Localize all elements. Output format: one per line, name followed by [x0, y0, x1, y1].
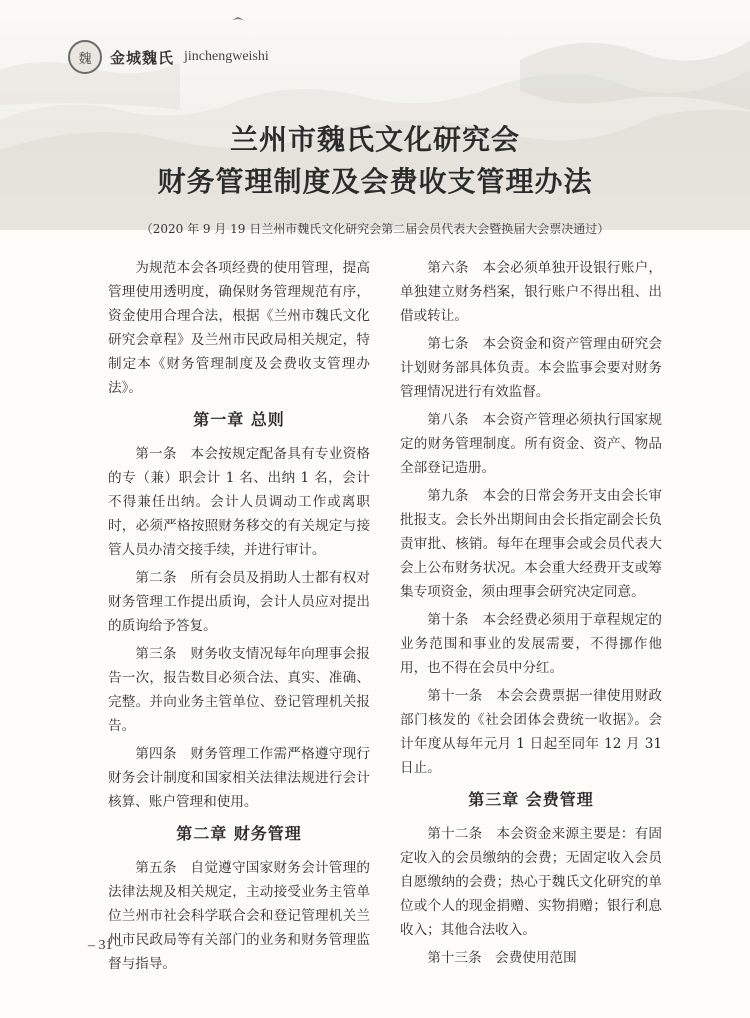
paragraph: 为规范本会各项经费的使用管理，提高管理使用透明度，确保财务管理规范有序，资金使用合理合法，根据《兰州市魏氏文化研究会章程》及兰州市民政局相关规定，特制定本《财务管理制度及会费收支管理办法》。 — [108, 260, 370, 396]
paragraph: 第一条 本会按规定配备具有专业资格的专（兼）职会计 1 名、出纳 1 名，会计不得兼任出纳。会计人员调动工作或离职时，必须严格按照财务移交的有关规定与接管人员办清交接手续，并进行审计。 — [108, 446, 370, 558]
paragraph: 第十一条 本会会费票据一律使用财政部门核发的《社会团体会费统一收据》。会计年度从每年元月 1 日起至同年 12 月 31 日止。 — [400, 688, 662, 776]
paragraph: 第六条 本会必须单独开设银行账户，单独建立财务档案，银行账户不得出租、出借或转让。 — [400, 260, 662, 324]
logo-seal-icon — [68, 40, 102, 74]
paragraph: 第九条 本会的日常会务开支由会长审批报支。会长外出期间由会长指定副会长负责审批、核销。每年在理事会或会员代表大会上公布财务状况。本会重大经费开支或筹集专项资金，须由理事会研究决定同意。 — [400, 488, 662, 600]
chapter-heading: 第一章 总则 — [193, 410, 285, 429]
paragraph: 第三条 财务收支情况每年向理事会报告一次，报告数目必须合法、真实、准确、完整。并向业务主管单位、登记管理机关报告。 — [108, 646, 370, 734]
bird-icon — [232, 17, 244, 20]
paragraph: 第七条 本会资金和资产管理由研究会计划财务部具体负责。本会监事会要对财务管理情况进行有效监督。 — [400, 336, 662, 400]
paragraph: 第五条 自觉遵守国家财务会计管理的法律法规及相关规定，主动接受业务主管单位兰州市社会科学联合会和登记管理机关兰州市民政局等有关部门的业务和财务管理监督与指导。 — [108, 860, 370, 972]
article-title-line-2: 财务管理制度及会费收支管理办法 — [157, 165, 593, 198]
chapter-heading: 第二章 财务管理 — [176, 824, 302, 843]
paragraph: 第十三条 会费使用范围 — [427, 950, 577, 966]
logo-text: 魏 — [78, 51, 92, 67]
left-text-column — [108, 256, 370, 980]
magazine-header — [68, 40, 269, 74]
article-subtitle: （2020 年 9 月 19 日兰州市魏氏文化研究会第二届会员代表大会暨换届大会票决通过） — [140, 222, 610, 236]
paragraph: 第八条 本会资产管理必须执行国家规定的财务管理制度。所有资金、资产、物品全部登记造册。 — [400, 412, 662, 476]
paragraph: 第十条 本会经费必须用于章程规定的业务范围和事业的发展需要，不得挪作他用，也不得在会员中分红。 — [400, 612, 662, 676]
right-text-column — [400, 256, 662, 974]
chapter-heading: 第三章 会费管理 — [468, 790, 594, 809]
page-number: – 31 – — [88, 938, 123, 953]
paragraph: 第四条 财务管理工作需严格遵守现行财务会计制度和国家相关法律法规进行会计核算、账户管理和使用。 — [108, 746, 370, 810]
article-title-line-1: 兰州市魏氏文化研究会 — [229, 123, 520, 156]
paragraph: 第二条 所有会员及捐助人士都有权对财务管理工作提出质询，会计人员应对提出的质询给予答复。 — [108, 570, 370, 634]
brand-name-chinese: 金城魏氏 — [110, 48, 175, 67]
paragraph: 第十二条 本会资金来源主要是：有固定收入的会员缴纳的会费；无固定收入会员自愿缴纳的会费；热心于魏氏文化研究的单位或个人的现金捐赠、实物捐赠；银行利息收入；其他合法收入。 — [400, 826, 662, 938]
brand-name-pinyin: jinchengweishi — [184, 49, 269, 64]
